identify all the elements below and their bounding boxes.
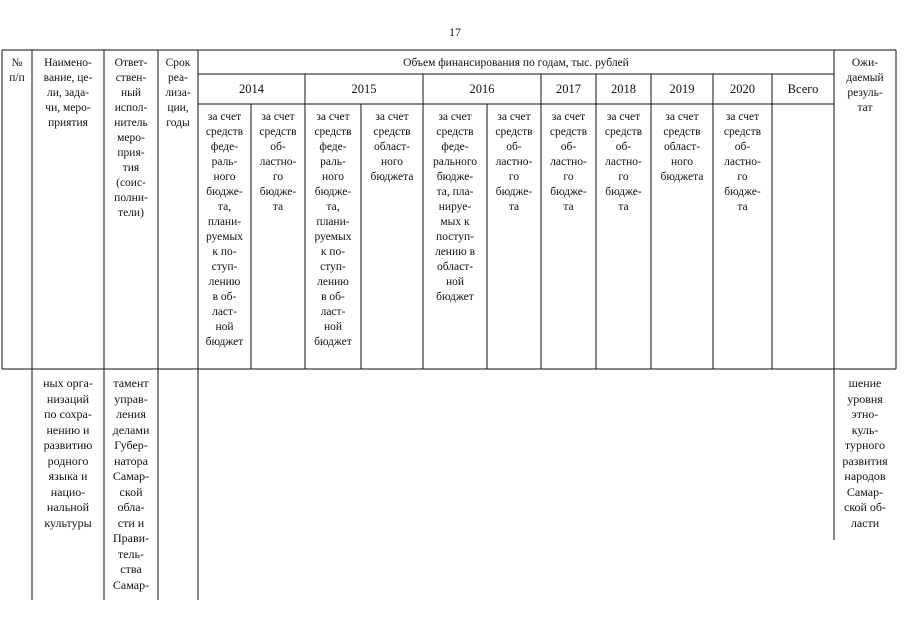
- year-2014: 2014: [239, 82, 264, 96]
- row-name-continuation: ных орга- низаций по сохра- нению и развитию родного языка и нацио- нальной культуры: [43, 376, 93, 530]
- subcol-2014-regional: за счет средств об- ластно- го бюдже- та: [259, 111, 297, 213]
- subcol-2019-regional: за счет средств област- ного бюджета: [660, 111, 704, 183]
- subcol-2017-regional: за счет средств об- ластно- го бюдже- та: [549, 111, 588, 213]
- subcol-2018-regional: за счет средств об- ластно- го бюдже- та: [604, 111, 643, 213]
- year-2015: 2015: [351, 82, 377, 96]
- subcol-2016-regional: за счет средств об- ластно- го бюдже- та: [495, 111, 533, 213]
- col-funding-header: Объем финансирования по годам, тыс. рублей: [403, 57, 629, 69]
- col-term-header: Срок реа- лиза- ции, годы: [165, 57, 191, 129]
- subcol-2015-federal: за счет средств феде- раль- ного бюдже- та, плани- руемых к по- ступ- лению в об- ласт- ной бюджет: [314, 111, 352, 348]
- col-name-header: Наимено- вание, це- ли, задa- чи, меро- приятия: [43, 57, 93, 129]
- year-2020: 2020: [730, 82, 755, 96]
- subcol-2014-federal: за счет средств феде- раль- ного бюдже- та, плани- руемых к по- ступ- лению в об- ласт- ной бюджет: [205, 111, 244, 348]
- year-2016: 2016: [469, 82, 495, 96]
- row-result-continuation: шение уровня этно- куль- турного развития народов Самар- ской об- ласти: [842, 376, 888, 530]
- col-responsible-header: Ответ- ствен- ный испол- нитель меро- прия- тия (соис- полни- тели): [114, 57, 148, 219]
- col-result-header: Ожи- даемый резуль- тат: [846, 57, 884, 114]
- subcol-2020-regional: за счет средств об- ластно- го бюдже- та: [723, 111, 762, 213]
- year-total: Всего: [787, 82, 819, 96]
- year-2017: 2017: [556, 82, 581, 96]
- page-number: 17: [449, 25, 461, 39]
- subcol-2016-federal: за счет средств феде- рального бюдже- та, пла- нируе- мых к поступ- лению в област- ной бюджет: [432, 111, 478, 303]
- row-responsible-continuation: тамент управ- ления делами Губер- натора Самар- ской обла- сти и Прави- тель- ства Самар-: [112, 376, 150, 592]
- subcol-2015-regional: за счет средств област- ного бюджета: [370, 111, 414, 183]
- col-number-header: № п/п: [9, 57, 25, 84]
- year-2019: 2019: [669, 82, 695, 96]
- year-2018: 2018: [611, 82, 636, 96]
